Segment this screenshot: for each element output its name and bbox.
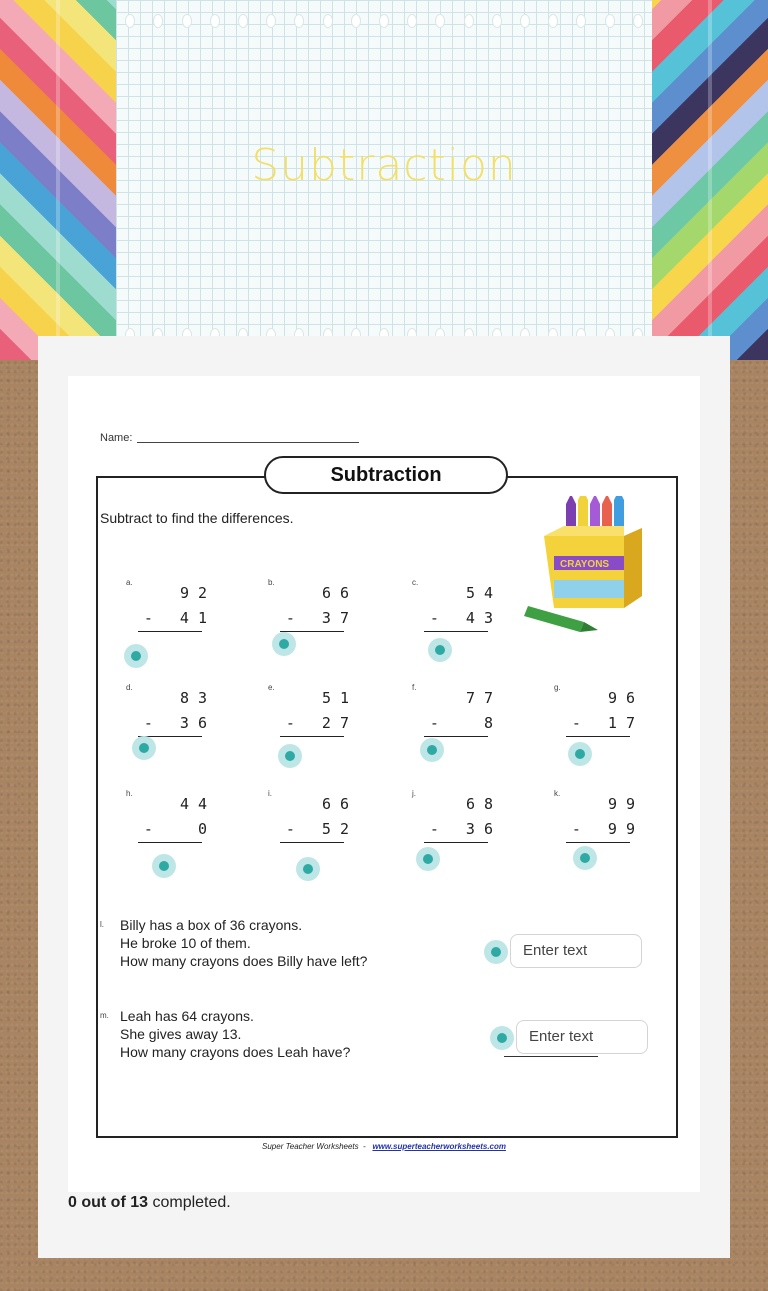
problem-k: k. 99 - 99: [554, 795, 674, 855]
worksheet-card: [38, 336, 730, 1258]
answer-e-button[interactable]: [278, 744, 302, 768]
answer-d-button[interactable]: [132, 736, 156, 760]
answer-c-button[interactable]: [428, 638, 452, 662]
problem-c: c. 54 - 43: [412, 584, 532, 644]
name-field: [100, 432, 359, 444]
worksheet-title: Subtraction: [264, 456, 508, 494]
word-problem-m: m. Leah has 64 crayons. She gives away 13. How many crayons does Leah have?: [100, 1008, 351, 1060]
answer-i-button[interactable]: [296, 857, 320, 881]
binder-holes-top: [116, 12, 652, 30]
instruction-text: Subtract to find the differences.: [100, 510, 294, 526]
problem-i: i. 66 - 52: [268, 795, 388, 855]
footer-brand: Super Teacher Worksheets: [262, 1142, 359, 1151]
answer-k-button[interactable]: [573, 846, 597, 870]
header-banner: [0, 0, 768, 360]
worksheet-footer: Super Teacher Worksheets - www.superteacherworksheets.com: [262, 1142, 506, 1151]
completion-suffix: completed.: [148, 1194, 231, 1211]
problem-f: f. 77 - 8: [412, 689, 532, 749]
problem-a: a. 92 - 41: [126, 584, 246, 644]
word-problem-l: l. Billy has a box of 36 crayons. He broke 10 of them. How many crayons does Billy have left?: [100, 917, 368, 969]
problem-g: g. 96 - 17: [554, 689, 674, 749]
crayon-box-image: [524, 496, 654, 646]
completion-status: [68, 1194, 231, 1212]
answer-h-button[interactable]: [152, 854, 176, 878]
answer-g-button[interactable]: [568, 742, 592, 766]
problem-j: j. 68 - 36: [412, 795, 532, 855]
answer-m-input[interactable]: Enter text: [516, 1020, 648, 1054]
banner-title: Subtraction: [251, 140, 517, 191]
answer-j-button[interactable]: [416, 847, 440, 871]
problem-h: h. 44 - 0: [126, 795, 246, 855]
answer-m-button[interactable]: [490, 1026, 514, 1050]
answer-f-button[interactable]: [420, 738, 444, 762]
chevron-pattern-left: [0, 0, 116, 360]
chevron-pattern-right: [652, 0, 768, 360]
crayon-box-label: CRAYONS: [560, 559, 610, 570]
footer-link[interactable]: www.superteacherworksheets.com: [372, 1142, 506, 1151]
answer-a-button[interactable]: [124, 644, 148, 668]
problem-e: e. 51 - 27: [268, 689, 388, 749]
name-label: Name:: [100, 432, 133, 444]
answer-l-input[interactable]: Enter text: [510, 934, 642, 968]
problem-d: d. 83 - 36: [126, 689, 246, 749]
worksheet-page: [68, 376, 700, 1192]
answer-m-line: [504, 1056, 598, 1057]
problem-b: b. 66 - 37: [268, 584, 388, 644]
answer-b-button[interactable]: [272, 632, 296, 656]
completion-count: 0 out of 13: [68, 1194, 149, 1211]
answer-l-button[interactable]: [484, 940, 508, 964]
